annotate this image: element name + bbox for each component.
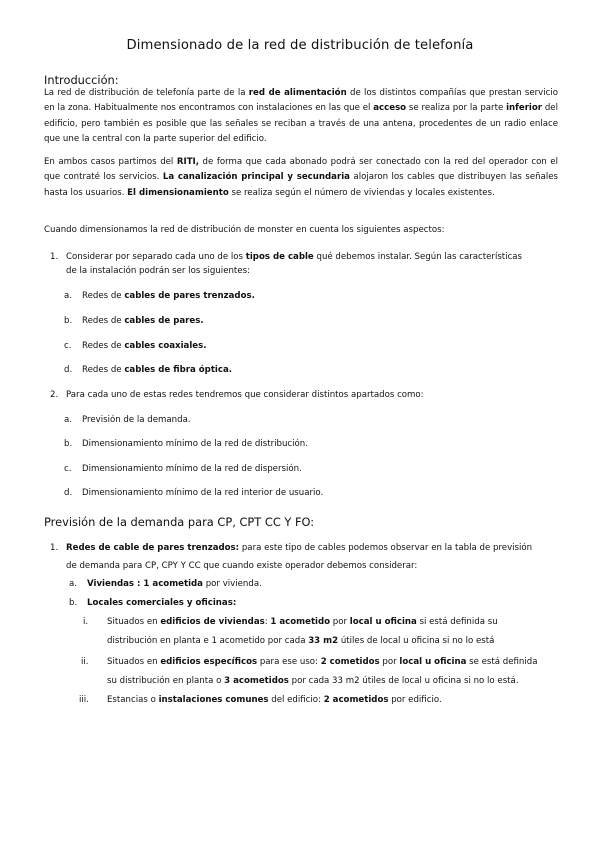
text-run: se está definida — [466, 657, 538, 667]
sub-marker: b. — [69, 598, 78, 608]
roman-marker: ii. — [81, 657, 89, 667]
text-run: si está definida su — [416, 617, 498, 627]
list-item-line — [66, 543, 532, 553]
text-run: : — [264, 617, 271, 627]
list-item — [87, 579, 262, 589]
list-marker: 1. — [50, 252, 59, 262]
bold-text: acceso — [373, 103, 407, 114]
bold-text: edificios de viviendas — [160, 617, 265, 627]
text-run: Cuando dimensionamos la red de distribución de monster en cuenta los siguientes aspectos: — [44, 225, 445, 235]
text-run: Para cada uno de estas redes tendremos que considerar distintos apartados como: — [66, 390, 424, 400]
text-run: del edificio, pero también es posible que las señales se reciban a través de una antena, procedentes de un radio enlace que une la central con la parte superior del edificio. — [44, 103, 558, 145]
sub-marker: a. — [69, 579, 77, 589]
text-run: Dimensionamiento mínimo de la red de dispersión. — [82, 464, 302, 474]
bold-text: cables coaxiales. — [124, 341, 207, 351]
text-run: Situados en — [107, 617, 161, 627]
list-item — [82, 415, 191, 425]
text-run: por — [379, 657, 400, 667]
list-item-line — [66, 252, 522, 262]
list-item — [82, 365, 232, 375]
list-item-line — [107, 676, 519, 686]
bold-text: Viviendas : 1 acometida — [87, 579, 203, 589]
intro-paragraph-2 — [44, 155, 558, 201]
bold-text: 3 acometidos — [224, 676, 289, 686]
bold-text: 2 cometidos — [320, 657, 380, 667]
sub-marker: a. — [64, 291, 72, 301]
text-run: del edificio: — [268, 695, 324, 705]
text-run: Previsión de la demanda. — [82, 415, 191, 425]
roman-marker: iii. — [79, 695, 89, 705]
text-run: Situados en — [107, 657, 161, 667]
section-heading: Previsión de la demanda para CP, CPT CC Y FO: — [44, 515, 315, 529]
sub-marker: c. — [64, 341, 72, 351]
bold-text: local u oficina — [399, 657, 467, 667]
text-run: se realiza según el número de viviendas y locales existentes. — [228, 187, 495, 198]
text-run: por — [330, 617, 350, 627]
sub-marker: b. — [64, 439, 73, 449]
list-item-line — [107, 695, 442, 705]
text-run: útiles de local u oficina si no lo está — [338, 636, 495, 646]
list-item-line — [107, 657, 538, 667]
list-item-line — [66, 561, 417, 571]
bold-text: cables de pares. — [124, 316, 204, 326]
text-run: qué debemos instalar. Según las características — [313, 252, 523, 262]
text-run: se realiza por la parte — [406, 103, 507, 114]
bold-text: Redes de cable de pares trenzados: — [66, 543, 240, 553]
text-run: distribución en planta e 1 acometido por cada — [107, 636, 309, 646]
sub-marker: c. — [64, 464, 72, 474]
text-run: Redes de — [82, 316, 125, 326]
page-title: Dimensionado de la red de distribución de telefonía — [126, 38, 474, 53]
text-run: Redes de — [82, 341, 125, 351]
bold-text: red de alimentación — [248, 88, 347, 98]
list-item — [82, 439, 308, 449]
list-item-line — [66, 266, 250, 276]
bold-text: tipos de cable — [245, 252, 314, 262]
list-marker: 1. — [50, 543, 59, 553]
list-item — [82, 291, 255, 301]
list-item-line — [66, 390, 424, 400]
bold-text: local u oficina — [349, 617, 417, 627]
bold-text: RITI, — [176, 157, 200, 167]
text-run: alojaron los cables que distribuyen las señales hasta los usuarios. — [44, 172, 558, 198]
bold-text: cables de fibra óptica. — [124, 365, 233, 375]
bold-text: cables de pares trenzados. — [124, 291, 255, 301]
bold-text: 33 m2 — [308, 636, 339, 646]
bold-text: La canalización principal y secundaria — [162, 172, 350, 183]
list-item — [87, 598, 236, 608]
bold-text: inferior — [506, 103, 543, 114]
sub-marker: b. — [64, 316, 73, 326]
text-run: Redes de — [82, 291, 125, 301]
bold-text: 2 acometidos — [323, 695, 389, 705]
intro-heading: Introducción: — [44, 73, 119, 87]
intro-paragraph-3 — [44, 223, 558, 238]
list-item-line — [107, 636, 494, 646]
text-run: para ese uso: — [257, 657, 321, 667]
text-run: Considerar por separado cada uno de los — [66, 252, 246, 262]
bold-text: edificios específicos — [160, 657, 258, 667]
text-run: Redes de — [82, 365, 125, 375]
sub-marker: d. — [64, 365, 73, 375]
text-run: de forma que cada abonado podrá ser conectado con la red del operador con el que contraté los servicios. — [44, 157, 558, 183]
list-item-line — [107, 617, 498, 627]
text-run: En ambos casos partimos del — [44, 157, 177, 167]
bold-text: 1 acometido — [270, 617, 331, 627]
text-run: por vivienda. — [202, 579, 262, 589]
sub-marker: a. — [64, 415, 72, 425]
intro-paragraph-1 — [44, 86, 558, 148]
list-item — [82, 316, 204, 326]
list-item — [82, 464, 302, 474]
text-run: de demanda para CP, CPY Y CC que cuando existe operador debemos considerar: — [66, 561, 418, 571]
text-run: de los distintos compañías que prestan servicio en la zona. Habitualmente nos encontramos con instalaciones en las que el — [44, 88, 558, 114]
text-run: Dimensionamiento mínimo de la red de distribución. — [82, 439, 308, 449]
text-run: La red de distribución de telefonía parte de la — [44, 88, 249, 98]
bold-text: Locales comerciales y oficinas: — [87, 598, 237, 608]
text-run: de la instalación podrán ser los siguientes: — [66, 266, 250, 276]
text-run: Dimensionamiento mínimo de la red interior de usuario. — [82, 488, 324, 498]
text-run: por edificio. — [388, 695, 442, 705]
text-run: su distribución en planta o — [107, 676, 225, 686]
list-item — [82, 488, 323, 498]
bold-text: El dimensionamiento — [127, 187, 229, 198]
list-marker: 2. — [50, 390, 59, 400]
text-run: Estancias o — [107, 695, 159, 705]
text-run: por cada 33 m2 útiles de local u oficina si no lo está. — [288, 676, 519, 686]
sub-marker: d. — [64, 488, 73, 498]
list-item — [82, 341, 206, 351]
text-run: para este tipo de cables podemos observar en la tabla de previsión — [239, 543, 533, 553]
bold-text: instalaciones comunes — [158, 695, 269, 705]
roman-marker: i. — [83, 617, 89, 627]
